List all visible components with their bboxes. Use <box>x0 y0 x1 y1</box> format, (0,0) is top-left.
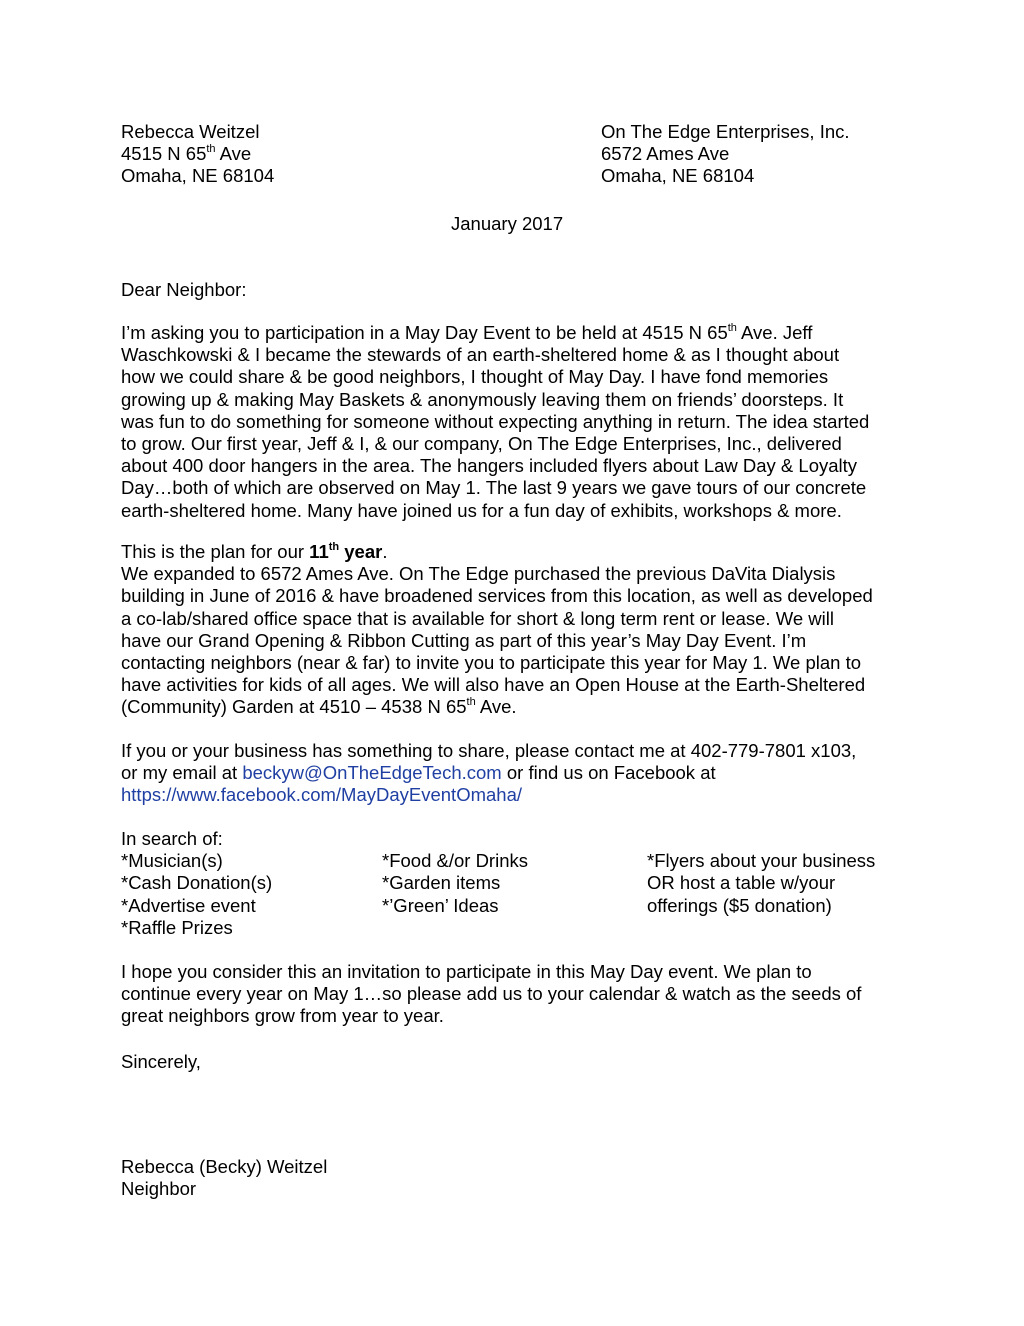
list-item: *Musician(s) <box>121 850 223 872</box>
sender-street: 4515 N 65th Ave <box>121 143 252 165</box>
list-item: *Advertise event <box>121 894 256 916</box>
list-item: *Garden items <box>382 872 501 894</box>
paragraph-line <box>121 784 856 806</box>
paragraph-line: growing up & making May Baskets & anonymously leaving them on friends’ doorsteps. It <box>121 388 844 410</box>
paragraph-line: (Community) Garden at 4510 – 4538 N 65th Ave. <box>121 696 517 718</box>
paragraph-line: about 400 door hangers in the area. The hangers included flyers about Law Day & Loyalty <box>121 455 858 477</box>
year-count: 11th year <box>309 540 383 562</box>
paragraph-line: a co-lab/shared office space that is available for short & long term rent or lease. We will <box>121 607 834 629</box>
paragraph-plan <box>121 541 873 719</box>
sender-city: Omaha, NE 68104 <box>121 165 275 187</box>
paragraph-line: have activities for kids of all ages. We will also have an Open House at the Earth-Sheltered <box>121 674 866 696</box>
list-item: offerings ($5 donation) <box>647 894 832 916</box>
list-item: *Flyers about your business <box>647 850 876 872</box>
paragraph-line: great neighbors grow from year to year. <box>121 1005 444 1027</box>
sender-name: Rebecca Weitzel <box>121 121 260 142</box>
search-list <box>0 828 1024 939</box>
list-item: OR host a table w/your <box>647 872 836 894</box>
paragraph-invitation <box>121 961 861 1028</box>
paragraph-line: building in June of 2016 & have broadened services from this location, as well as developed <box>121 585 873 607</box>
recipient-name: On The Edge Enterprises, Inc. <box>601 121 850 142</box>
paragraph-line: how we could share & be good neighbors, I thought of May Day. I have fond memories <box>121 366 829 388</box>
paragraph-line: was fun to do something for someone without expecting anything in return. The idea started <box>121 410 870 432</box>
paragraph-line: or my email at beckyw@OnTheEdgeTech.com or find us on Facebook at <box>121 762 716 784</box>
paragraph-line: We expanded to 6572 Ames Ave. On The Edge purchased the previous DaVita Dialysis <box>121 563 836 585</box>
paragraph-line: contacting neighbors (near & far) to invite you to participate this year for May 1. We plan to <box>121 652 862 674</box>
recipient-street: 6572 Ames Ave <box>601 143 730 165</box>
paragraph-line: I’m asking you to participation in a May Day Event to be held at 4515 N 65th Ave. Jeff <box>121 321 813 343</box>
search-heading: In search of: <box>121 828 223 849</box>
list-item: *Cash Donation(s) <box>121 872 273 894</box>
paragraph-line: earth-sheltered home. Many have joined us for a fun day of exhibits, workshops & more. <box>121 499 842 521</box>
recipient-address <box>601 121 850 188</box>
paragraph-line: continue every year on May 1…so please add us to your calendar & watch as the seeds of <box>121 983 862 1005</box>
letter-date: January 2017 <box>451 213 564 234</box>
list-item: *Food &/or Drinks <box>382 850 528 872</box>
paragraph-line: Waschkowski & I became the stewards of an earth-sheltered home & as I thought about <box>121 344 840 366</box>
list-item: *Raffle Prizes <box>121 916 233 938</box>
facebook-link[interactable]: https://www.facebook.com/MayDayEventOmaha/ <box>121 784 523 806</box>
paragraph-line: Day…both of which are observed on May 1. The last 9 years we gave tours of our concrete <box>121 477 867 499</box>
paragraph-contact <box>121 740 856 807</box>
paragraph-line: If you or your business has something to share, please contact me at 402-779-7801 x103, <box>121 740 857 761</box>
paragraph-intro <box>121 322 869 522</box>
email-link[interactable]: beckyw@OnTheEdgeTech.com <box>242 762 502 784</box>
salutation: Dear Neighbor: <box>121 279 247 300</box>
paragraph-line: have our Grand Opening & Ribbon Cutting as part of this year’s May Day Event. I’m <box>121 629 807 651</box>
signature-block <box>121 1156 327 1200</box>
list-item: *’Green’ Ideas <box>382 894 499 916</box>
signature-title: Neighbor <box>121 1178 197 1200</box>
paragraph-line: This is the plan for our 11th year. <box>121 540 388 562</box>
paragraph-line: I hope you consider this an invitation to participate in this May Day event. We plan to <box>121 961 812 982</box>
closing: Sincerely, <box>121 1051 201 1072</box>
sender-address <box>121 121 274 188</box>
signature-name: Rebecca (Becky) Weitzel <box>121 1156 328 1177</box>
paragraph-line: to grow. Our first year, Jeff & I, & our company, On The Edge Enterprises, Inc., delivered <box>121 433 842 455</box>
recipient-city: Omaha, NE 68104 <box>601 165 755 187</box>
